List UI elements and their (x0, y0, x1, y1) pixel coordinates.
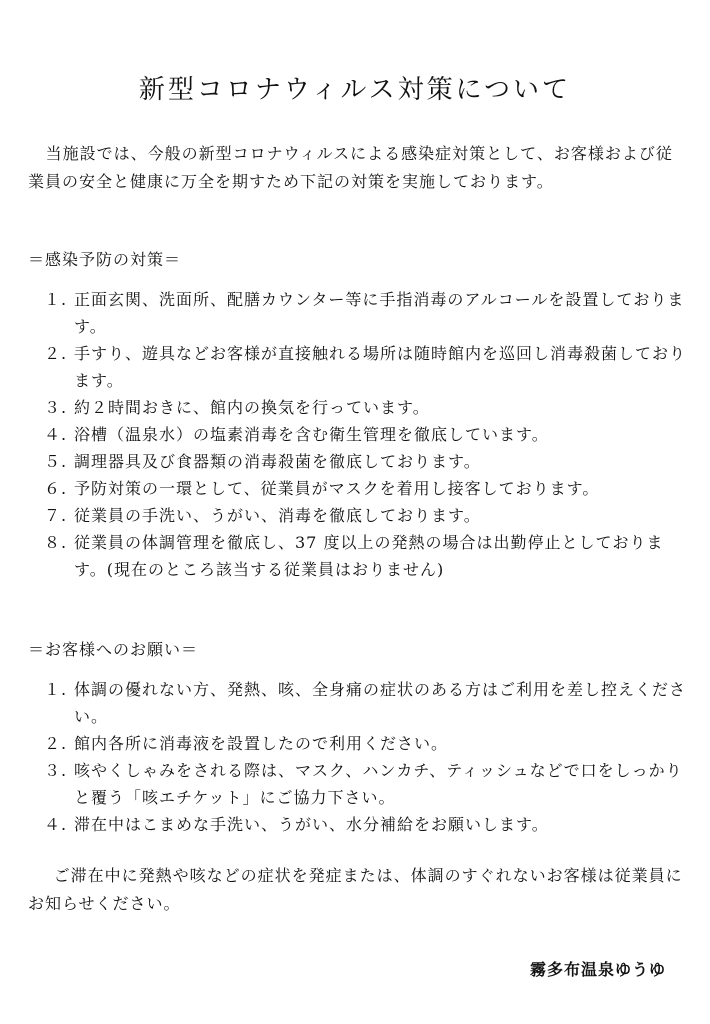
list-item (44, 502, 688, 529)
list-item (44, 730, 688, 757)
item-number: ７. (44, 506, 68, 525)
prevention-section (28, 246, 688, 583)
item-number: ２. (44, 734, 68, 753)
document-title: 新型コロナウィルス対策について (138, 75, 572, 105)
item-number: １. (44, 680, 68, 699)
item-text: 調理器具及び食器類の消毒殺菌を徹底しております。 (74, 452, 481, 471)
list-item (44, 421, 688, 448)
list-item (44, 757, 688, 811)
requests-section (28, 636, 688, 838)
item-text: 従業員の体調管理を徹底し、37 度以上の発熱の場合は出勤停止としております。(現在のところ該当する従業員はおりません) (74, 533, 664, 579)
closing-text: ご滞在中に発熱や咳などの症状を発症または、体調のすぐれないお客様は従業員にお知らせください。 (28, 866, 683, 913)
item-number: １. (44, 290, 68, 309)
list-item (44, 475, 688, 502)
requests-list (28, 676, 688, 838)
item-number: ３. (44, 398, 68, 417)
list-item (44, 529, 688, 583)
facility-signature: 霧多布温泉ゆうゆ (529, 960, 666, 979)
item-text: 滞在中はこまめな手洗い、うがい、水分補給をお願いします。 (74, 815, 549, 834)
item-text: 正面玄関、洗面所、配膳カウンター等に手指消毒のアルコールを設置しております。 (74, 290, 685, 336)
intro-paragraph (28, 140, 688, 196)
item-text: 館内各所に消毒液を設置したので利用ください。 (74, 734, 449, 753)
list-item (44, 394, 688, 421)
item-number: ３. (44, 761, 68, 780)
prevention-list (28, 286, 688, 583)
closing-paragraph (28, 862, 688, 918)
item-text: 予防対策の一環として、従業員がマスクを着用し接客しております。 (74, 479, 600, 498)
item-text: 手すり、遊具などお客様が直接触れる場所は随時館内を巡回し消毒殺菌しております。 (74, 344, 687, 390)
list-item (44, 286, 688, 340)
item-text: 約２時間おきに、館内の換気を行っています。 (74, 398, 430, 417)
item-number: ２. (44, 344, 68, 363)
list-item (44, 676, 688, 730)
item-text: 浴槽（温泉水）の塩素消毒を含む衛生管理を徹底しています。 (74, 425, 549, 444)
item-number: ４. (44, 815, 68, 834)
item-number: ４. (44, 425, 68, 444)
item-text: 従業員の手洗い、うがい、消毒を徹底しております。 (74, 506, 481, 525)
prevention-heading: ＝感染予防の対策＝ (28, 250, 182, 269)
list-item (44, 811, 688, 838)
item-number: ６. (44, 479, 68, 498)
item-number: ５. (44, 452, 68, 471)
list-item (44, 448, 688, 475)
requests-heading: ＝お客様へのお願い＝ (28, 640, 199, 659)
list-item (44, 340, 688, 394)
item-text: 咳やくしゃみをされる際は、マスク、ハンカチ、ティッシュなどで口をしっかりと覆う「咳エチケット」にご協力下さい。 (74, 761, 683, 807)
item-text: 体調の優れない方、発熱、咳、全身痛の症状のある方はご利用を差し控えください。 (74, 680, 687, 726)
intro-text: 当施設では、今般の新型コロナウィルスによる感染症対策として、お客様および従業員の安全と健康に万全を期すため下記の対策を実施しております。 (28, 144, 673, 191)
item-number: ８. (44, 533, 68, 552)
